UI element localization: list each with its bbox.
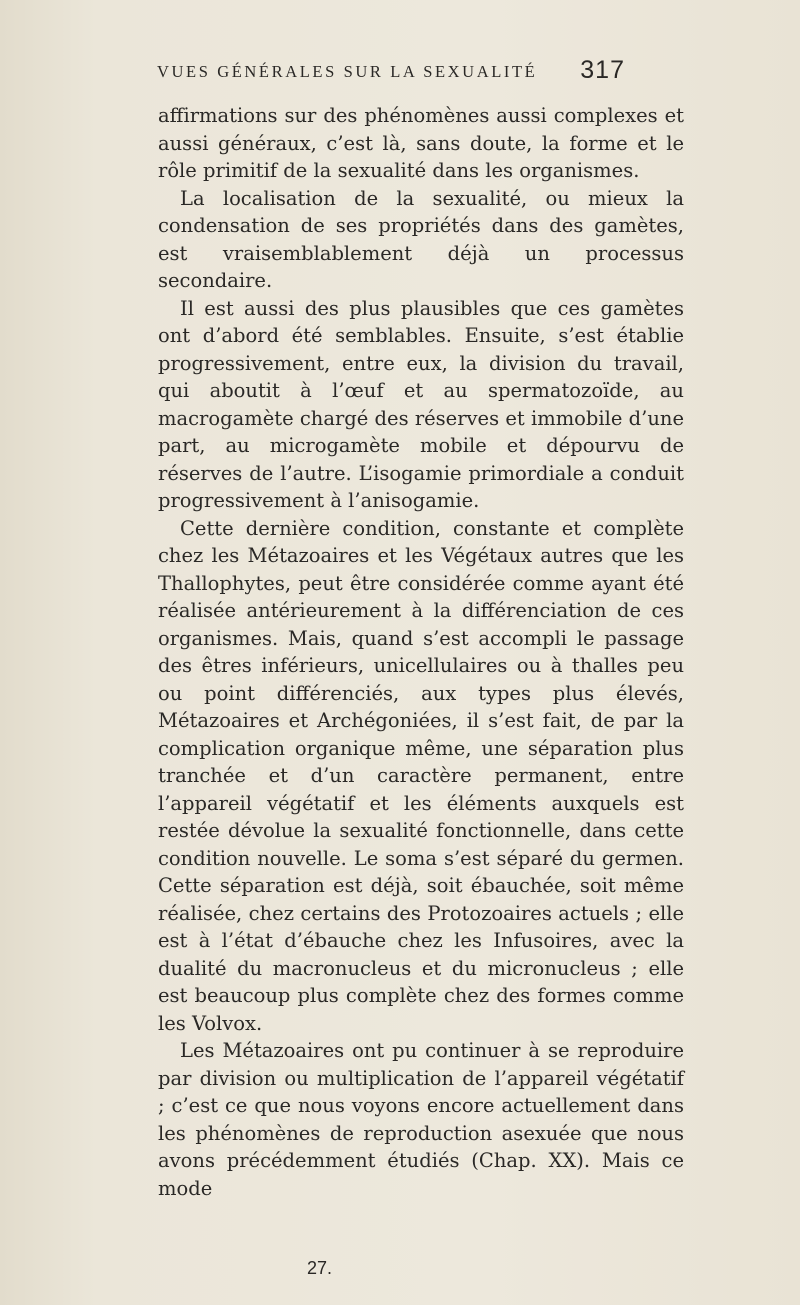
paragraph: Cette dernière condition, constante et complète chez les Métazoaires et les Végétaux autres que les Thallophytes, peut être considérée comme ayant été réalisée antérieurement à la différenciation de ces organismes. Mais, quand s’est accompli le passage des êtres inférieurs, unicellulaires ou à thalles peu ou point différenciés, aux types plus élevés, Métazoaires et Archégoniées, il s’est fait, de par la complication organique même, une séparation plus tranchée et d’un caractère permanent, entre l’appareil végétatif et les éléments auxquels est restée dévolue la sexualité fonctionnelle, dans cette condition nouvelle. Le soma s’est séparé du germen. Cette séparation est déjà, soit ébauchée, soit même réalisée, chez certains des Protozoaires actuels ; elle est à l’état d’ébauche chez les Infusoires, avec la dualité du macronucleus et du micronucleus ; elle est beaucoup plus complète chez des formes comme les Volvox. xyxy=(158,516,684,1035)
paragraph: Il est aussi des plus plausibles que ces gamètes ont d’abord été semblables. Ensuite, s’est établie progressivement, entre eux, la division du travail, qui aboutit à l’œuf et au spermatozoïde, au macrogamète chargé des réserves et immobile d’une part, au microgamète mobile et dépourvu de réserves de l’autre. L’isogamie primordiale a conduit progressivement à l’anisogamie. xyxy=(158,296,684,512)
page-header xyxy=(157,56,625,90)
signature-mark: 27. xyxy=(307,1258,333,1278)
running-title: VUES GÉNÉRALES SUR LA SEXUALITÉ xyxy=(157,62,538,81)
body-text xyxy=(158,102,684,1202)
paragraph: Les Métazoaires ont pu continuer à se reproduire par division ou multiplication de l’appareil végétatif ; c’est ce que nous voyons encore actuellement dans les phénomènes de reproduction asexuée que nous avons précédemment étudiés (Chap. XX). Mais ce mode xyxy=(158,1039,684,1200)
page-number: 317 xyxy=(580,56,625,84)
paragraph: affirmations sur des phénomènes aussi complexes et aussi généraux, c’est là, sans doute, la forme et le rôle primitif de la sexualité dans les organismes. xyxy=(158,104,684,182)
paragraph: La localisation de la sexualité, ou mieux la condensation de ses propriétés dans des gamètes, est vraisemblablement déjà un processus secondaire. xyxy=(158,186,684,292)
